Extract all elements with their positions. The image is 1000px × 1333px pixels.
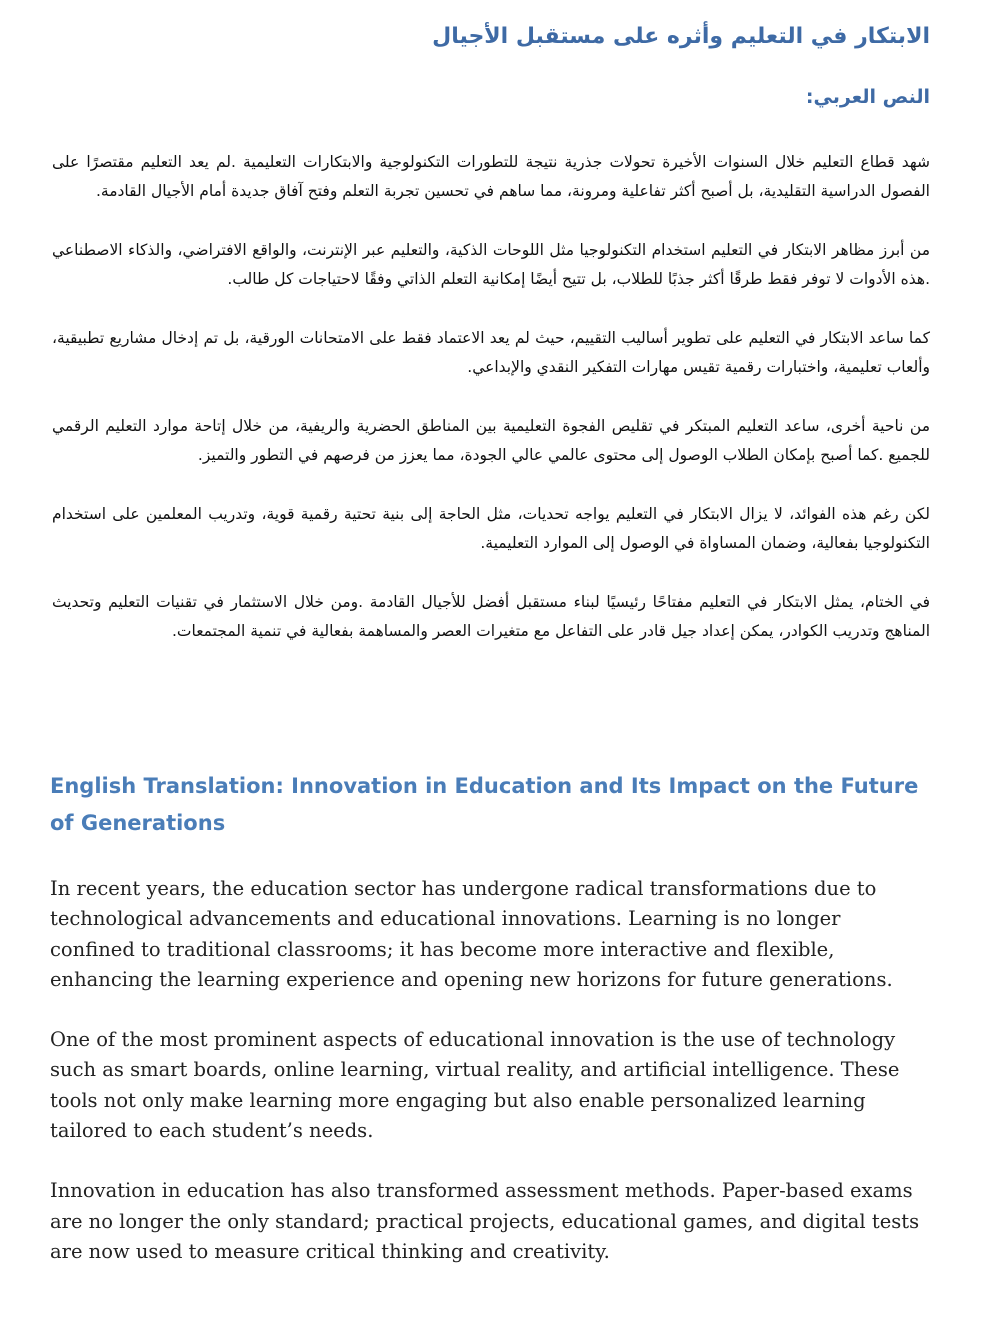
english-heading: English Translation: Innovation in Education and Its Impact on the Future of Generations	[50, 774, 919, 835]
arabic-paragraph-2: من أبرز مظاهر الابتكار في التعليم استخدام التكنولوجيا مثل اللوحات الذكية، والتعليم عبر الإنترنت، والواقع الافتراضي، والذكاء الاصطناعي .هذه الأدوات لا توفر فقط طرقًا أكثر جذبًا للطلاب، بل تتيح أيضًا إمكانية التعلم الذاتي وفقًا لاحتياجات كل طالب.	[52, 241, 930, 288]
arabic-paragraph-6: في الختام، يمثل الابتكار في التعليم مفتاحًا رئيسيًا لبناء مستقبل أفضل للأجيال القادمة .ومن خلال الاستثمار في تقنيات التعليم وتحديث المناهج وتدريب الكوادر، يمكن إعداد جيل قادر على التفاعل مع متغيرات العصر والمساهمة بفعالية في تنمية المجتمعات.	[52, 593, 930, 640]
arabic-title: الابتكار في التعليم وأثره على مستقبل الأجيال	[432, 24, 930, 49]
arabic-paragraph-4: من ناحية أخرى، ساعد التعليم المبتكر في تقليص الفجوة التعليمية بين المناطق الحضرية والريفية، من خلال إتاحة موارد التعليم الرقمي للجميع .كما أصبح بإمكان الطلاب الوصول إلى محتوى عالمي عالي الجودة، مما يعزز من فرصهم في التطور والتميز.	[52, 417, 930, 464]
arabic-paragraph-3: كما ساعد الابتكار في التعليم على تطوير أساليب التقييم، حيث لم يعد الاعتماد فقط على الامتحانات الورقية، بل تم إدخال مشاريع تطبيقية، وألعاب تعليمية، واختبارات رقمية تقيس مهارات التفكير النقدي والإبداعي.	[52, 329, 930, 376]
english-body	[50, 874, 930, 1297]
arabic-paragraph-1: شهد قطاع التعليم خلال السنوات الأخيرة تحولات جذرية نتيجة للتطورات التكنولوجية والابتكارات التعليمية .لم يعد التعليم مقتصرًا على الفصول الدراسية التقليدية، بل أصبح أكثر تفاعلية ومرونة، مما ساهم في تحسين تجربة التعلم وفتح آفاق جديدة أمام الأجيال القادمة.	[52, 153, 930, 200]
english-paragraph-1: In recent years, the education sector has undergone radical transformations due to technological advancements and educational innovations. Learning is no longer confined to traditional classrooms; it has become more interactive and flexible, enhancing the learning experience and opening new horizons for future generations.	[50, 877, 893, 991]
english-paragraph-3: Innovation in education has also transformed assessment methods. Paper-based exams are no longer the only standard; practical projects, educational games, and digital tests are now used to measure critical thinking and creativity.	[50, 1179, 920, 1263]
arabic-subtitle: النص العربي:	[805, 86, 930, 108]
arabic-paragraph-5: لكن رغم هذه الفوائد، لا يزال الابتكار في التعليم يواجه تحديات، مثل الحاجة إلى بنية تحتية رقمية قوية، وتدريب المعلمين على استخدام التكنولوجيا بفعالية، وضمان المساواة في الوصول إلى الموارد التعليمية.	[52, 505, 930, 552]
arabic-body	[52, 148, 930, 676]
english-paragraph-2: One of the most prominent aspects of educational innovation is the use of technology such as smart boards, online learning, virtual reality, and artificial intelligence. These tools not only make learning more engaging but also enable personalized learning tailored to each student’s needs.	[50, 1028, 900, 1143]
